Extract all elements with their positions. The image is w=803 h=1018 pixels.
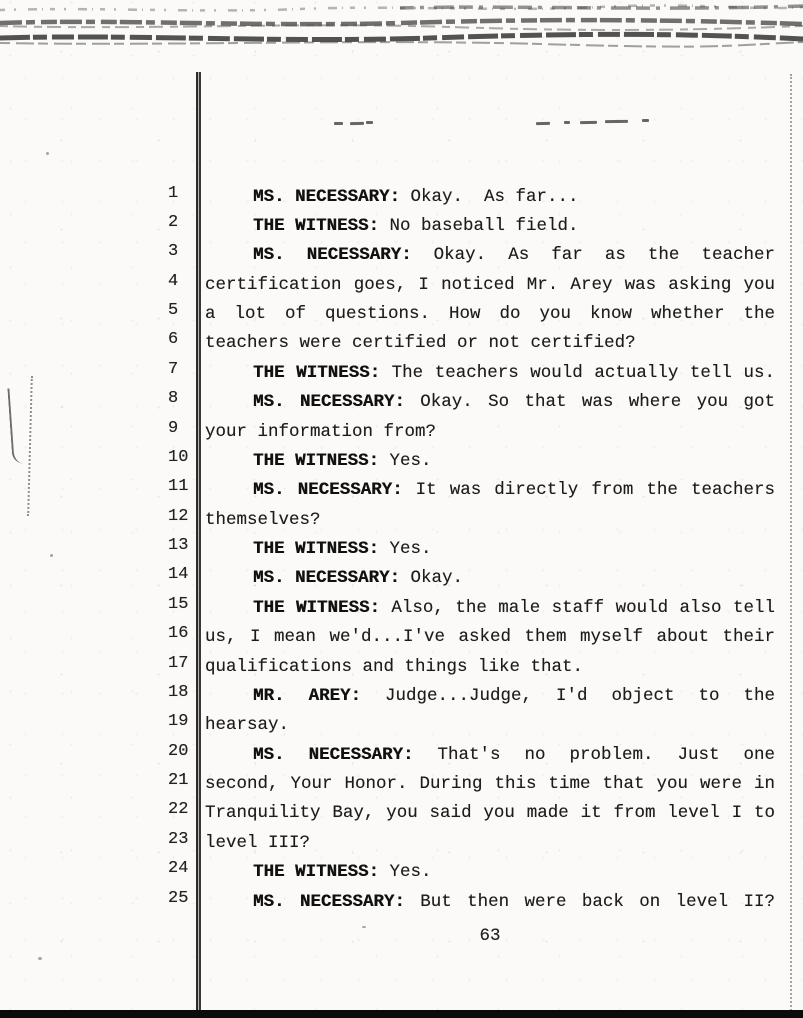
line-number: 24 bbox=[168, 859, 189, 879]
line-text: a lot of questions. How do you know whether the bbox=[205, 304, 775, 325]
line-text: MS. NECESSARY: That's no problem. Just one bbox=[253, 744, 775, 765]
line-text: qualifications and things like that. bbox=[205, 656, 584, 677]
scan-artifact-dash bbox=[334, 122, 343, 125]
line-text: MR. AREY: Judge...Judge, I'd object to the bbox=[253, 685, 776, 706]
line-text: THE WITNESS: Yes. bbox=[253, 539, 432, 560]
scan-artifact-dash bbox=[642, 119, 649, 122]
speaker-label: MS. NECESSARY: bbox=[253, 891, 405, 912]
transcript-line bbox=[168, 419, 775, 448]
line-text: MS. NECESSARY: Okay. bbox=[253, 568, 464, 589]
line-number: 6 bbox=[168, 330, 179, 350]
line-number: 22 bbox=[168, 800, 189, 820]
line-number: 16 bbox=[168, 624, 189, 644]
transcript-line bbox=[168, 477, 775, 506]
scan-speckle bbox=[46, 152, 49, 155]
speaker-label: MR. AREY: bbox=[253, 685, 362, 706]
transcript-line bbox=[168, 889, 775, 918]
line-text: your information from? bbox=[205, 421, 437, 442]
line-text: MS. NECESSARY: Okay. As far as the teacher bbox=[253, 245, 775, 266]
transcript-line bbox=[168, 389, 775, 418]
margin-pen-mark bbox=[27, 376, 35, 516]
transcript-line bbox=[168, 507, 775, 536]
line-text: THE WITNESS: Yes. bbox=[253, 862, 432, 883]
transcript-line bbox=[168, 184, 775, 213]
line-text: certification goes, I noticed Mr. Arey was asking you bbox=[205, 274, 775, 295]
speaker-label: THE WITNESS: bbox=[253, 215, 380, 236]
scan-noise-bands bbox=[0, 0, 803, 52]
transcript-line bbox=[168, 242, 775, 271]
line-text: teachers were certified or not certified? bbox=[205, 333, 636, 354]
line-number: 3 bbox=[168, 242, 179, 262]
transcript-line bbox=[168, 742, 775, 771]
transcript-line bbox=[168, 830, 775, 859]
transcript-line bbox=[168, 536, 775, 565]
line-number: 21 bbox=[168, 771, 189, 791]
line-text: hearsay. bbox=[205, 715, 290, 736]
scan-artifact-dash bbox=[605, 120, 628, 123]
speaker-label: MS. NECESSARY: bbox=[253, 245, 412, 266]
line-number: 15 bbox=[168, 594, 189, 614]
speaker-label: MS. NECESSARY: bbox=[253, 392, 405, 413]
line-text: MS. NECESSARY: Okay. As far... bbox=[253, 186, 579, 207]
scan-artifact-dash bbox=[350, 122, 364, 125]
scan-artifact-dash bbox=[536, 122, 550, 125]
speaker-label: MS. NECESSARY: bbox=[253, 480, 403, 501]
line-text: us, I mean we'd...I've asked them myself about their bbox=[205, 627, 775, 648]
speaker-label: THE WITNESS: bbox=[253, 539, 380, 560]
line-text: THE WITNESS: The teachers would actually tell us. bbox=[253, 362, 775, 383]
line-number: 5 bbox=[168, 301, 179, 321]
speaker-label: THE WITNESS: bbox=[253, 362, 381, 383]
line-text: THE WITNESS: No baseball field. bbox=[253, 215, 579, 236]
transcript-line bbox=[168, 565, 775, 594]
line-text: THE WITNESS: Yes. bbox=[253, 450, 432, 471]
scan-black-bar bbox=[0, 1010, 803, 1018]
transcript-line bbox=[168, 712, 775, 741]
line-text: MS. NECESSARY: Okay. So that was where you got bbox=[253, 392, 775, 413]
transcript-line bbox=[168, 213, 775, 242]
line-number: 12 bbox=[168, 506, 189, 526]
line-number: 20 bbox=[168, 741, 189, 761]
line-number: 10 bbox=[168, 447, 189, 467]
line-number: 8 bbox=[168, 389, 179, 409]
line-number: 7 bbox=[168, 359, 179, 379]
transcript-line bbox=[168, 595, 775, 624]
speaker-label: MS. NECESSARY: bbox=[253, 744, 414, 765]
line-number: 4 bbox=[168, 271, 179, 291]
scan-artifact-dash bbox=[366, 121, 373, 124]
line-number: 9 bbox=[168, 418, 179, 438]
transcript-line bbox=[168, 654, 775, 683]
transcript-line bbox=[168, 330, 775, 359]
speaker-label: THE WITNESS: bbox=[253, 450, 380, 471]
transcript-line bbox=[168, 800, 775, 829]
line-text: MS. NECESSARY: But then were back on level II? bbox=[253, 891, 775, 912]
line-number: 25 bbox=[168, 888, 189, 908]
scan-speckle bbox=[38, 957, 42, 960]
transcript-line bbox=[168, 272, 775, 301]
speaker-label: THE WITNESS: bbox=[253, 597, 380, 618]
transcript-line bbox=[168, 859, 775, 888]
transcript-line bbox=[168, 360, 775, 389]
scan-artifact-dash bbox=[580, 121, 597, 124]
line-text: themselves? bbox=[205, 509, 321, 530]
line-number: 11 bbox=[168, 477, 189, 497]
line-text: second, Your Honor. During this time that you were in bbox=[205, 774, 775, 795]
margin-pen-mark bbox=[7, 388, 24, 465]
line-number: 19 bbox=[168, 712, 189, 732]
line-text: Tranquility Bay, you said you made it from level I to bbox=[205, 803, 775, 824]
line-number: 2 bbox=[168, 212, 179, 232]
transcript-line bbox=[168, 683, 775, 712]
speaker-label: THE WITNESS: bbox=[253, 862, 380, 883]
line-text: MS. NECESSARY: It was directly from the teachers bbox=[253, 480, 776, 501]
line-number: 13 bbox=[168, 536, 189, 556]
scan-artifact-dash bbox=[564, 121, 570, 124]
scan-speckle bbox=[50, 554, 53, 557]
transcript-line bbox=[168, 771, 775, 800]
right-margin-rule bbox=[790, 74, 794, 1011]
line-number: 23 bbox=[168, 829, 189, 849]
line-number: 14 bbox=[168, 565, 189, 585]
line-number: 1 bbox=[168, 183, 179, 203]
line-number: 17 bbox=[168, 653, 189, 673]
line-number: 18 bbox=[168, 682, 189, 702]
page-number: 63 bbox=[479, 926, 501, 946]
line-text: level III? bbox=[205, 832, 311, 853]
transcript-line bbox=[168, 448, 775, 477]
line-text: THE WITNESS: Also, the male staff would also tell bbox=[253, 597, 775, 618]
transcript-line bbox=[168, 624, 775, 653]
speaker-label: MS. NECESSARY: bbox=[253, 186, 401, 207]
transcript-line bbox=[168, 301, 775, 330]
speaker-label: MS. NECESSARY: bbox=[253, 568, 401, 589]
